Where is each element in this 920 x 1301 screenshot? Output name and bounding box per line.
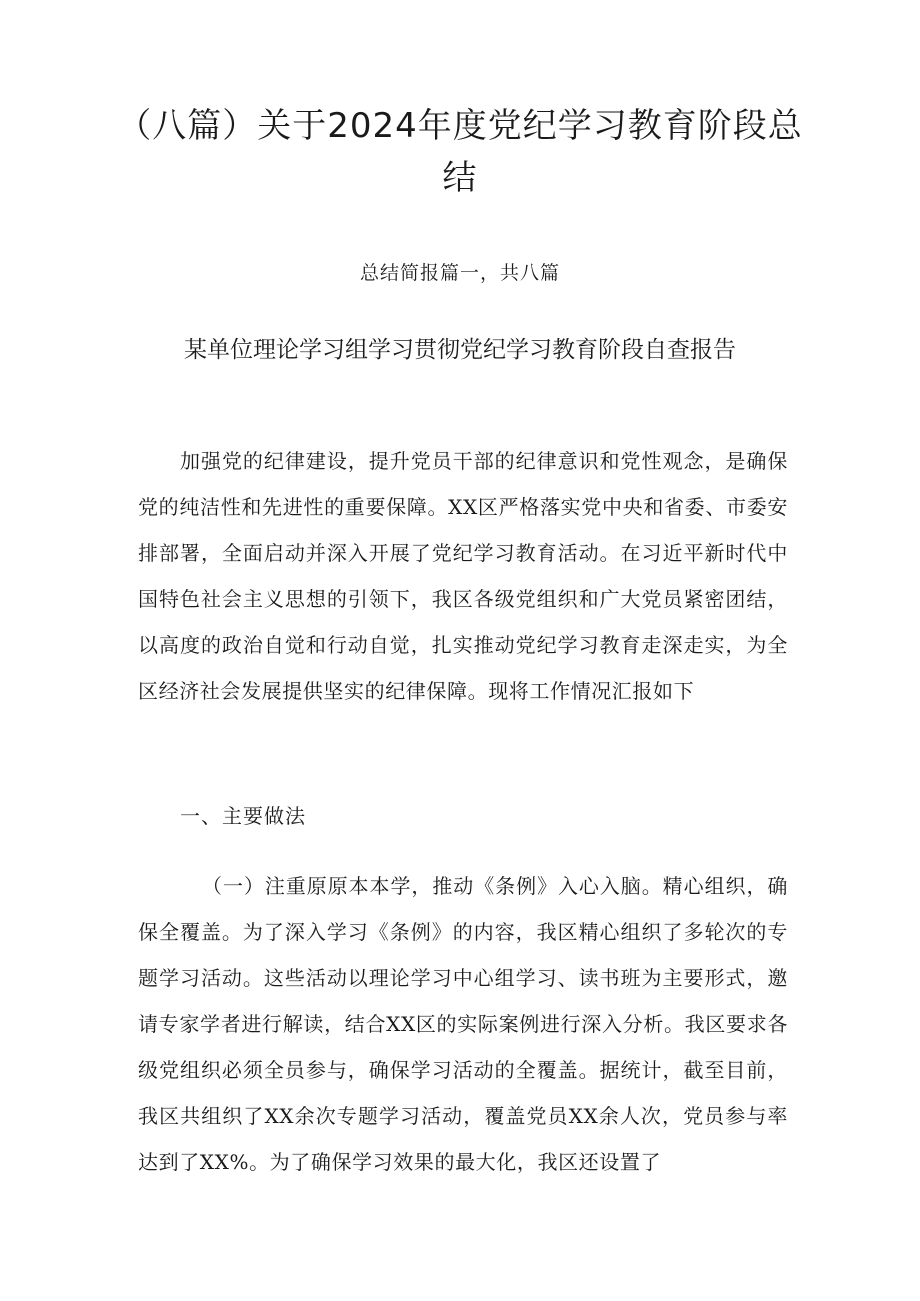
intro-paragraph: 加强党的纪律建设，提升党员干部的纪律意识和党性观念，是确保党的纯洁性和先进性的重要保障。XX区严格落实党中央和省委、市委安排部署，全面启动并深入开展了党纪学习教育活动。在习近平新时代中国特色社会主义思想的引领下，我区各级党组织和广大党员紧密团结，以高度的政治自觉和行动自觉，扎实推动党纪学习教育走深走实，为全区经济社会发展提供坚实的纪律保障。现将工作情况汇报如下: [138, 449, 788, 703]
section-heading: 一、主要做法: [180, 804, 306, 828]
document-title: （八篇）关于2024年度党纪学习教育阶段总结: [117, 106, 803, 198]
document-subtitle: 总结简报篇一，共八篇: [359, 262, 560, 284]
report-title: 某单位理论学习组学习贯彻党纪学习教育阶段自查报告: [184, 337, 736, 363]
section-paragraph: （一）注重原原本本学，推动《条例》入心入脑。精心组织，确保全覆盖。为了深入学习《条例》的内容，我区精心组织了多轮次的专题学习活动。这些活动以理论学习中心组学习、读书班为主要形式，邀请专家学者进行解读，结合XX区的实际案例进行深入分析。我区要求各级党组织必须全员参与，确保学习活动的全覆盖。据统计，截至目前，我区共组织了XX余次专题学习活动，覆盖党员XX余人次，党员参与率达到了XX%。为了确保学习效果的最大化，我区还设置了: [138, 874, 788, 1174]
